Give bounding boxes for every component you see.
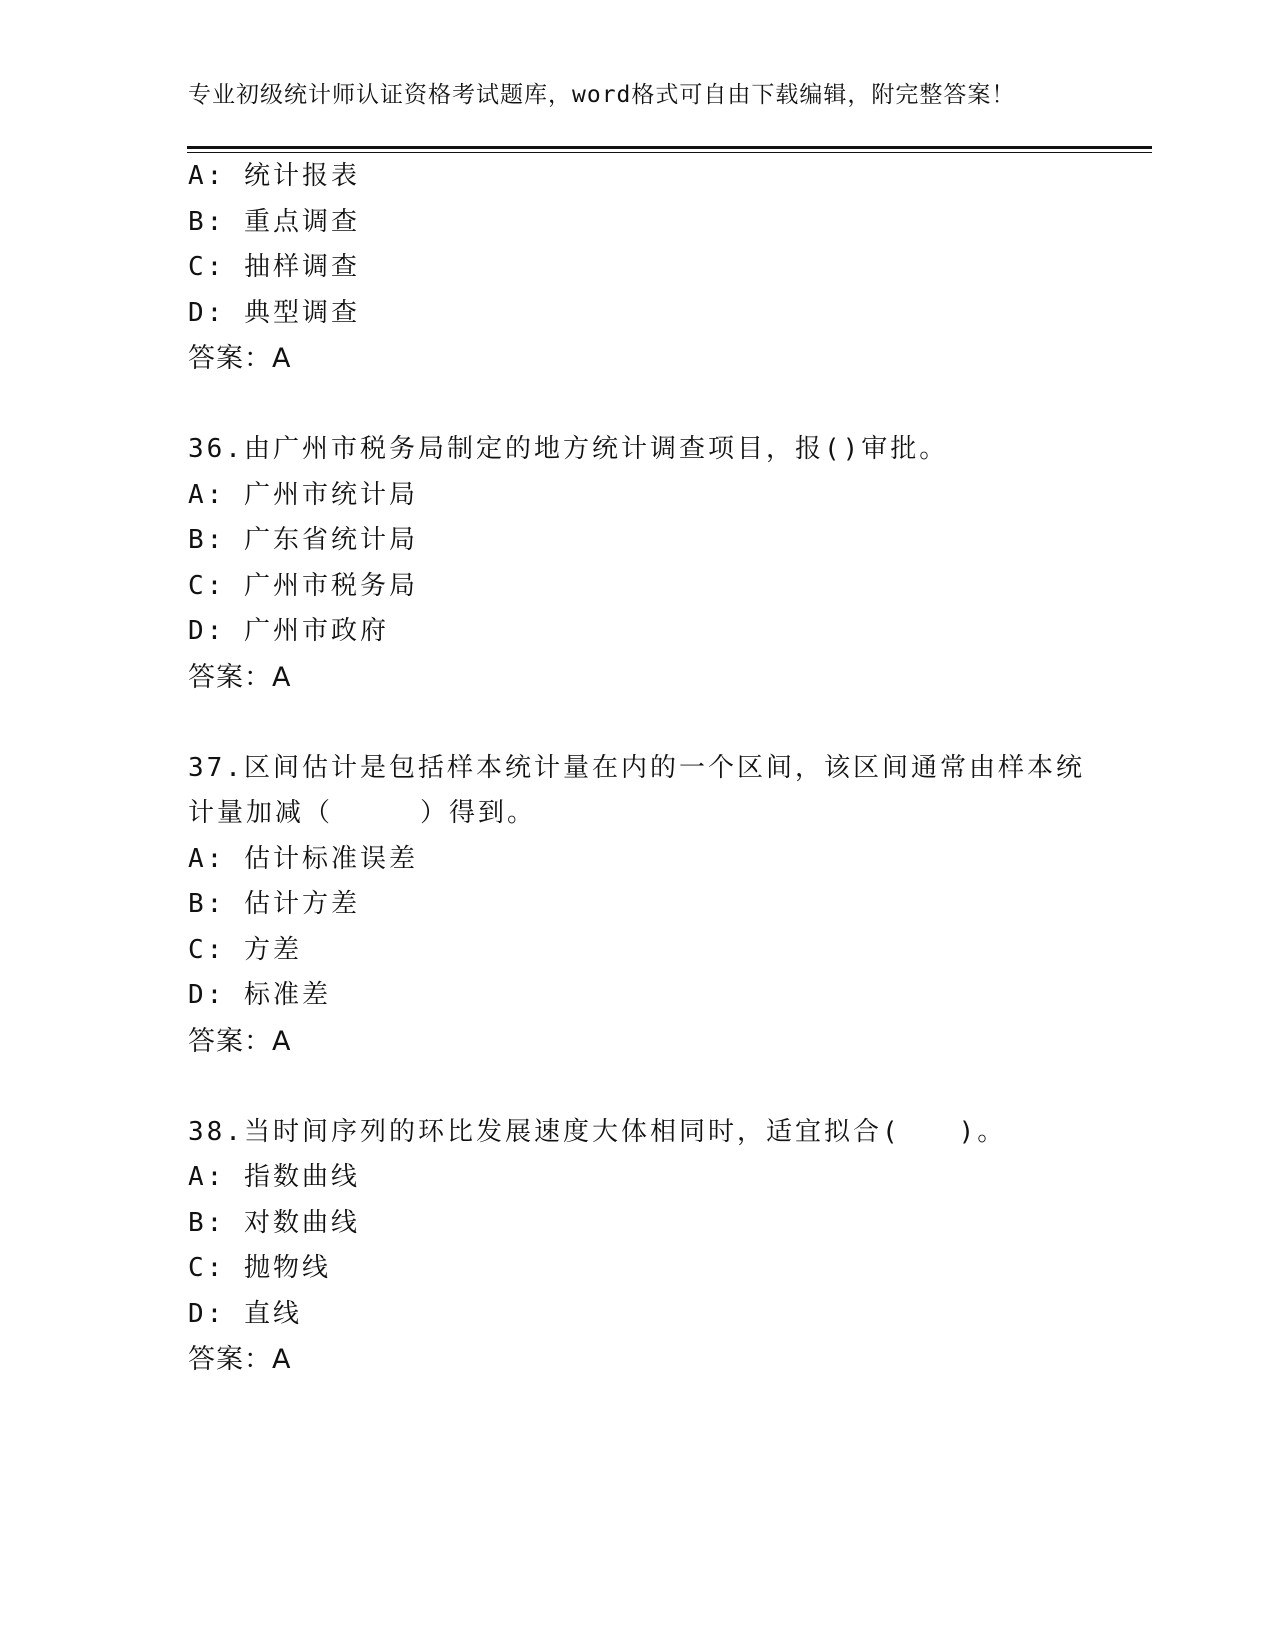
option-b: B: 重点调查 [188, 206, 360, 237]
question-stem: 38.当时间序列的环比发展速度大体相同时，适宜拟合( )。 [188, 1116, 1007, 1147]
question-37 [188, 746, 1108, 1065]
option-b: B: 估计方差 [188, 889, 360, 919]
question-36 [188, 427, 1108, 700]
option-c: C: 抽样调查 [188, 252, 360, 282]
answer: 答案：A [188, 661, 292, 693]
option-d: D: 典型调查 [188, 297, 360, 328]
question-content [188, 154, 1108, 1383]
header-divider [187, 146, 1152, 153]
answer: 答案：A [188, 343, 292, 374]
answer: 答案：A [188, 1344, 292, 1375]
question-35-tail [188, 154, 1108, 382]
option-c: C: 方差 [188, 934, 302, 965]
option-d: D: 广州市政府 [188, 616, 389, 646]
question-stem-line-2: 计量加减（ ）得到。 [188, 798, 537, 828]
question-stem: 36.由广州市税务局制定的地方统计调查项目，报()审批。 [188, 434, 949, 464]
option-d: D: 直线 [188, 1298, 302, 1329]
option-a: A: 广州市统计局 [188, 479, 418, 510]
option-b: B: 对数曲线 [188, 1207, 360, 1238]
question-38 [188, 1110, 1108, 1383]
option-a: A: 指数曲线 [188, 1162, 360, 1192]
question-stem-line-1: 37.区间估计是包括样本统计量在内的一个区间，该区间通常由样本统 [188, 752, 1085, 783]
option-d: D: 标准差 [188, 980, 331, 1010]
spacer [188, 700, 1108, 746]
spacer [188, 1064, 1108, 1110]
option-c: C: 广州市税务局 [188, 570, 418, 601]
spacer [188, 382, 1108, 428]
option-c: C: 抛物线 [188, 1253, 331, 1283]
option-b: B: 广东省统计局 [188, 525, 418, 555]
option-a: A: 估计标准误差 [188, 843, 418, 874]
option-a: A: 统计报表 [188, 161, 360, 191]
page-header: 专业初级统计师认证资格考试题库，word格式可自由下载编辑，附完整答案！ [188, 82, 1016, 108]
answer: 答案：A [188, 1025, 292, 1057]
